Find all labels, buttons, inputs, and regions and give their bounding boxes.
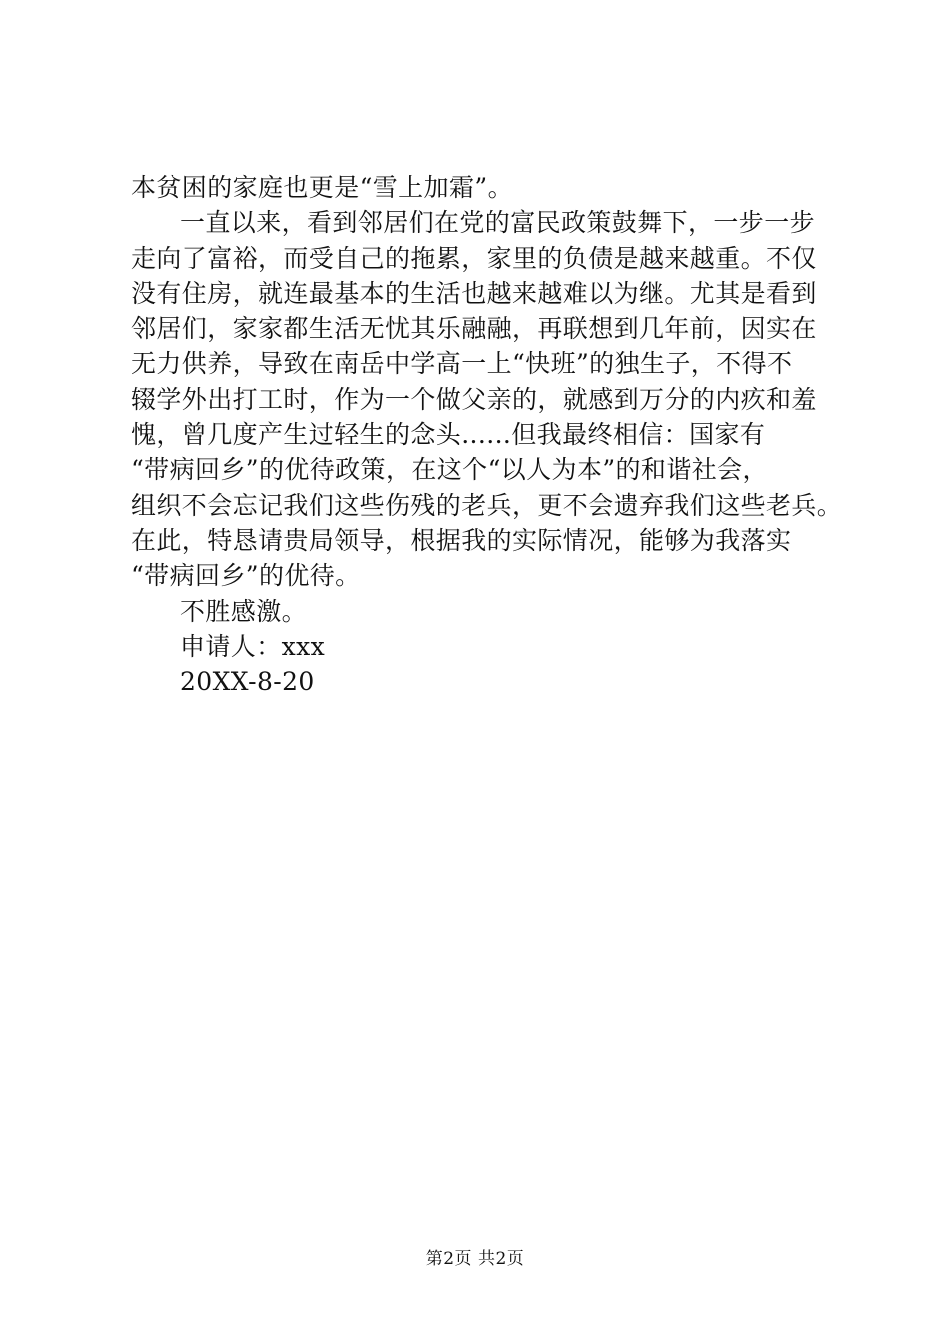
text-line: “带病回乡”的优待。 bbox=[131, 561, 361, 591]
closing-line: 不胜感激。 bbox=[180, 596, 308, 626]
date-line: 20XX-8-20 bbox=[180, 667, 315, 697]
letter-body bbox=[131, 170, 851, 699]
text-line: 在此，特恳请贵局领导，根据我的实际情况，能够为我落实 bbox=[131, 525, 792, 555]
text-line: 一直以来，看到邻居们在党的富民政策鼓舞下，一步一步 bbox=[180, 208, 816, 238]
text-line: 没有住房，就连最基本的生活也越来越难以为继。尤其是看到 bbox=[131, 278, 817, 308]
text-line: 走向了富裕，而受自己的拖累，家里的负债是越来越重。不仅 bbox=[131, 243, 817, 273]
text-line: 辍学外出打工时，作为一个做父亲的，就感到万分的内疚和羞 bbox=[131, 384, 817, 414]
page-number-footer: 第2页 共2页 bbox=[425, 1249, 525, 1269]
applicant-line: 申请人：xxx bbox=[180, 631, 326, 661]
text-line: 组织不会忘记我们这些伤残的老兵，更不会遗弃我们这些老兵。 bbox=[131, 490, 843, 520]
text-line: 愧，曾几度产生过轻生的念头......但我最终相信：国家有 bbox=[131, 420, 766, 450]
text-line: “带病回乡”的优待政策，在这个“以人为本”的和谐社会， bbox=[131, 455, 768, 485]
text-line: 邻居们，家家都生活无忧其乐融融，再联想到几年前，因实在 bbox=[131, 314, 817, 344]
text-line: 本贫困的家庭也更是“雪上加霜”。 bbox=[131, 173, 513, 202]
text-line: 无力供养，导致在南岳中学高一上“快班”的独生子，不得不 bbox=[131, 349, 793, 379]
